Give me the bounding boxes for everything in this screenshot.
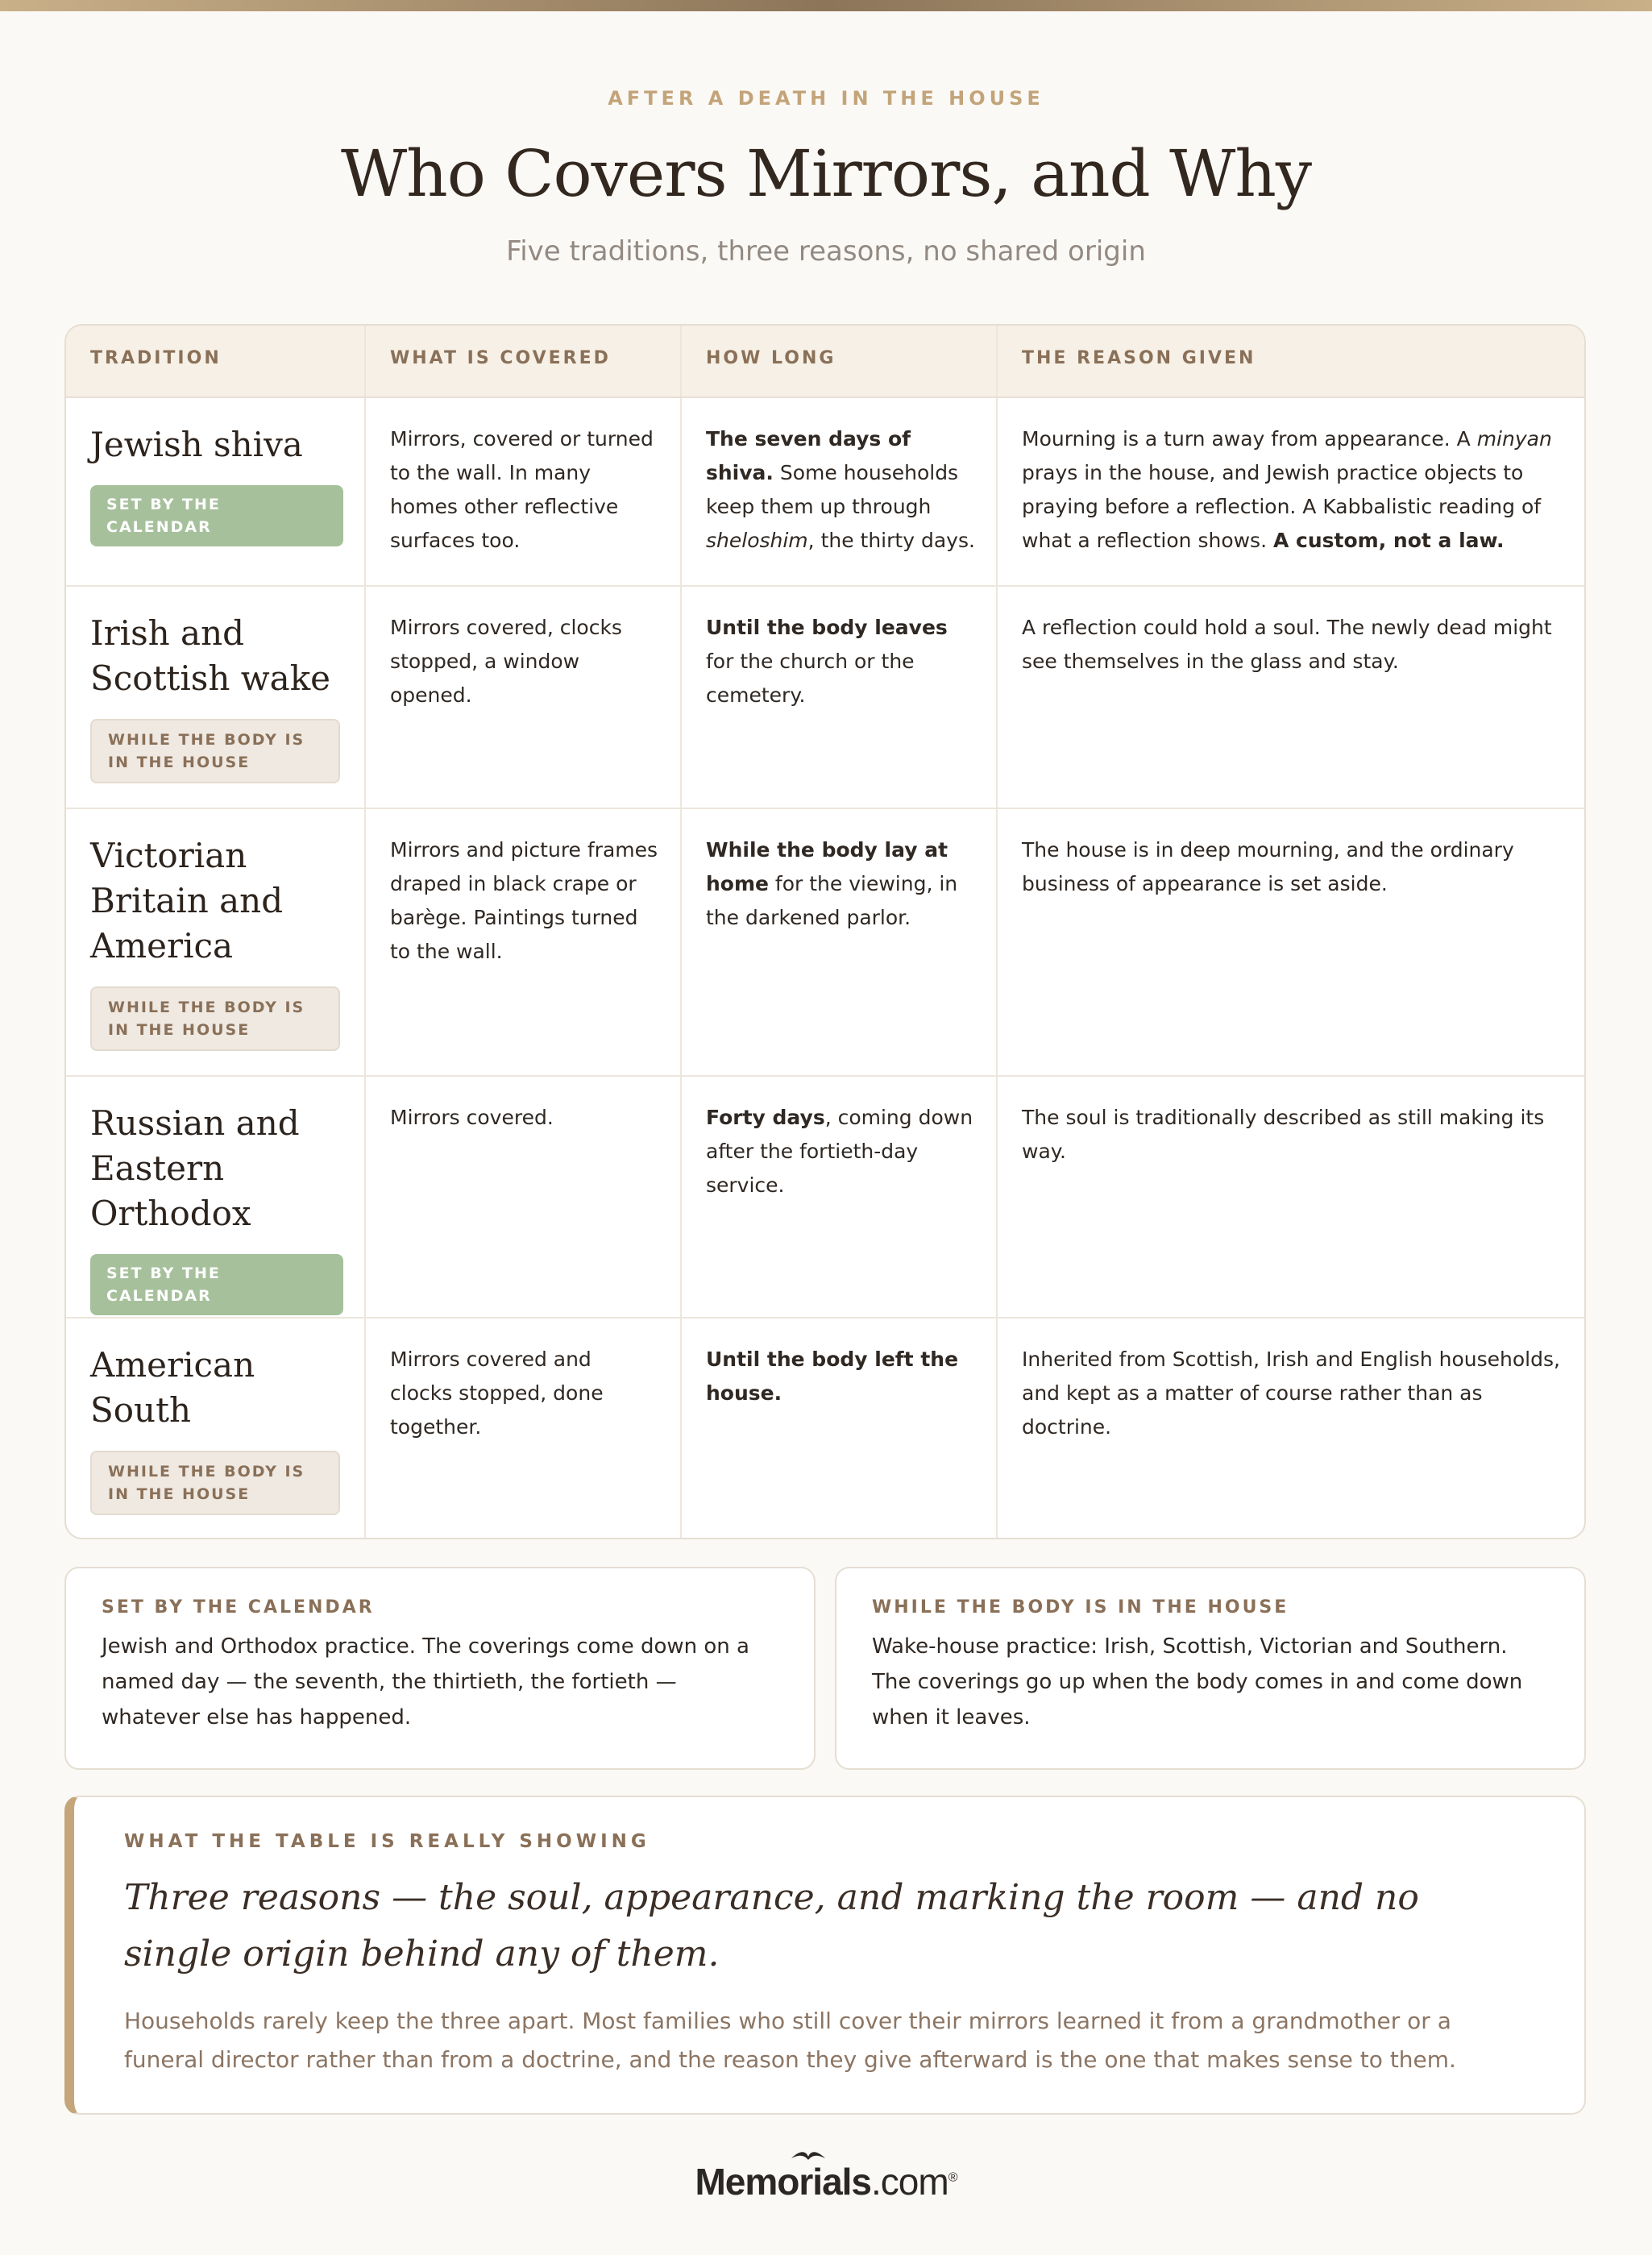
reason-cell: The soul is traditionally described as still making its way. <box>1022 1106 1545 1163</box>
tradition-name: Jewish shiva <box>90 425 303 464</box>
how-long-after: , the thirty days. <box>807 529 975 552</box>
how-long-strong: While the body lay at home <box>706 838 948 895</box>
key-calendar-title: SET BY THE CALENDAR <box>102 1597 375 1618</box>
how-long-text: Some households keep them up through <box>706 461 959 518</box>
key-calendar-card <box>64 1567 816 1770</box>
column-header-tradition: TRADITION <box>66 326 366 397</box>
tradition-name: Victorian Britain and America <box>90 836 284 966</box>
reason-cell: A reflection could hold a soul. The newly dead might see themselves in the glass and stay. <box>1022 616 1552 673</box>
callout-eyebrow: WHAT THE TABLE IS REALLY SHOWING <box>124 1831 650 1852</box>
reason-pre: Mourning is a turn away from appearance. A <box>1022 427 1477 451</box>
table-header <box>66 326 1584 398</box>
logo-tld: .com <box>871 2161 948 2203</box>
callout-quote: Three reasons — the soul, appearance, and marking the room — and no single origin behind any of them. <box>124 1877 1419 1975</box>
tradition-name: Irish and Scottish wake <box>90 613 331 698</box>
column-header-covered: WHAT IS COVERED <box>366 326 682 397</box>
column-header-how-long: HOW LONG <box>682 326 998 397</box>
how-long-em: sheloshim <box>706 529 808 552</box>
key-body-card <box>835 1567 1586 1770</box>
body-in-house-badge: WHILE THE BODY IS IN THE HOUSE <box>90 1451 340 1515</box>
how-long-cell <box>682 398 998 585</box>
reason-mid: prays in the house, and Jewish practice objects to praying before a reflection. A Kabbalistic reading of what a reflection shows. <box>1022 461 1542 552</box>
covered-cell: Mirrors covered, clocks stopped, a window opened. <box>366 587 682 808</box>
reason-cell: The house is in deep mourning, and the ordinary business of appearance is set aside. <box>1022 838 1514 895</box>
how-long-strong: Forty days <box>706 1106 825 1129</box>
key-calendar-text: Jewish and Orthodox practice. The coverings come down on a named day — the seventh, the thirtieth, the fortieth — whatever else has happened. <box>102 1634 749 1730</box>
tradition-name: Russian and Eastern Orthodox <box>90 1103 300 1233</box>
how-long-cell <box>682 1319 998 1539</box>
how-long-cell <box>682 587 998 808</box>
table-row <box>66 398 1584 587</box>
how-long-cell <box>682 1077 998 1317</box>
covered-cell: Mirrors and picture frames draped in black crape or barège. Paintings turned to the wall. <box>366 809 682 1075</box>
logo-wordmark <box>695 2160 957 2203</box>
page-title: Who Covers Mirrors, and Why <box>340 136 1312 211</box>
tradition-cell <box>66 809 366 1075</box>
summary-callout <box>64 1796 1586 2115</box>
brand-logo[interactable] <box>0 2160 1652 2203</box>
how-long-strong: Until the body left the house. <box>706 1348 959 1405</box>
callout-body: Households rarely keep the three apart. Most families who still cover their mirrors learned it from a grandmother or a funeral director rather than from a doctrine, and the reason they give afterward is the one that makes sense to them. <box>124 2008 1456 2073</box>
key-body-title: WHILE THE BODY IS IN THE HOUSE <box>872 1597 1289 1618</box>
covered-cell: Mirrors covered and clocks stopped, done together. <box>366 1319 682 1539</box>
tradition-cell <box>66 1319 366 1539</box>
top-accent-bar <box>0 0 1652 11</box>
calendar-badge: SET BY THE CALENDAR <box>90 1254 343 1315</box>
page-eyebrow: AFTER A DEATH IN THE HOUSE <box>608 87 1044 110</box>
how-long-text: for the viewing, in the darkened parlor. <box>706 872 958 929</box>
reason-strong: A custom, not a law. <box>1272 529 1505 552</box>
column-header-reason: THE REASON GIVEN <box>1022 348 1256 368</box>
how-long-strong: Until the body leaves <box>706 616 948 639</box>
reason-em: minyan <box>1476 427 1552 451</box>
logo-name: Memorials <box>695 2161 872 2203</box>
how-long-text: , coming down after the fortieth-day service. <box>706 1106 973 1197</box>
table-row <box>66 587 1584 809</box>
traditions-table <box>64 324 1586 1539</box>
covered-cell: Mirrors covered. <box>366 1077 682 1317</box>
body-in-house-badge: WHILE THE BODY IS IN THE HOUSE <box>90 986 340 1051</box>
tradition-cell <box>66 1077 366 1317</box>
body-in-house-badge: WHILE THE BODY IS IN THE HOUSE <box>90 719 340 783</box>
reason-cell: Inherited from Scottish, Irish and English households, and kept as a matter of course rather than as doctrine. <box>1022 1348 1560 1439</box>
bird-icon <box>790 2147 827 2162</box>
tradition-cell <box>66 587 366 808</box>
table-row <box>66 1319 1584 1539</box>
key-body-text: Wake-house practice: Irish, Scottish, Victorian and Southern. The coverings go up when the body comes in and come down when it leaves. <box>872 1634 1523 1730</box>
tradition-name: American South <box>90 1345 255 1430</box>
tradition-cell <box>66 398 366 585</box>
reason-cell <box>998 398 1584 585</box>
how-long-text: for the church or the cemetery. <box>706 650 915 707</box>
page-header <box>0 87 1652 268</box>
table-row <box>66 1077 1584 1319</box>
table-row <box>66 809 1584 1077</box>
logo-registered-mark: ® <box>948 2170 957 2185</box>
calendar-badge: SET BY THE CALENDAR <box>90 485 343 546</box>
how-long-cell <box>682 809 998 1075</box>
covered-cell: Mirrors, covered or turned to the wall. In many homes other reflective surfaces too. <box>366 398 682 585</box>
page-subtitle: Five traditions, three reasons, no shared origin <box>506 235 1146 268</box>
how-long-strong: The seven days of shiva. <box>706 427 911 484</box>
